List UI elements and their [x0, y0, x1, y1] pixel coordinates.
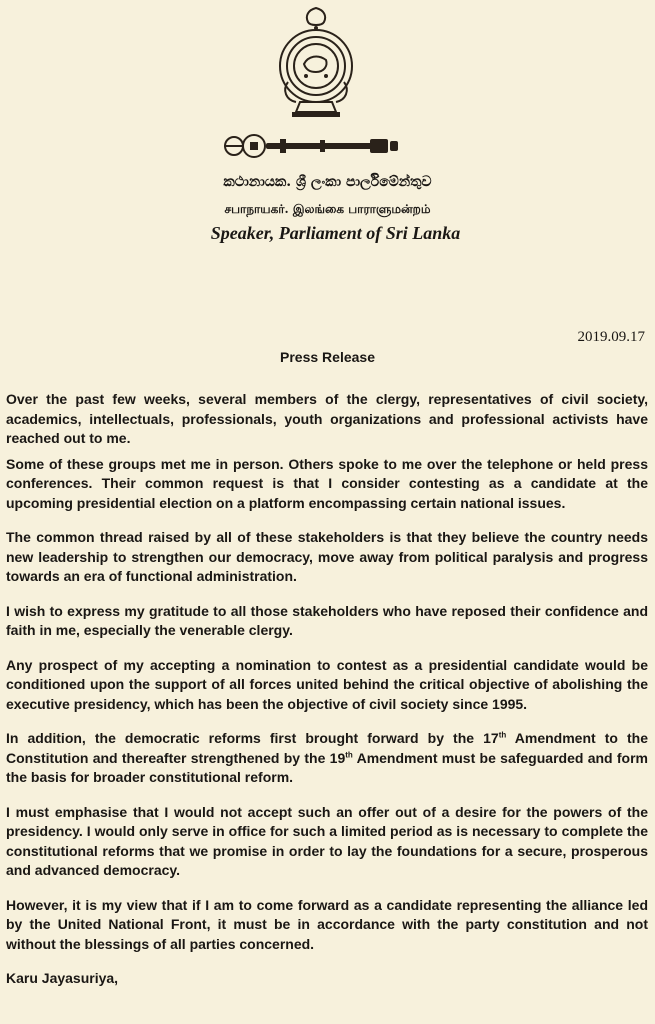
paragraph-4: I wish to express my gratitude to all those stakeholders who have reposed their confidence and faith in me, especially the venerable clergy.: [6, 602, 648, 638]
document-title: Press Release: [280, 349, 375, 365]
ordinal-suffix-19: th: [345, 749, 353, 759]
paragraph-7: I must emphasise that I would not accept such an offer out of a desire for the powers of the presidency. I would only serve in office for such a limited period as is necessary to complete the constitutional reforms that we promise in order to lay the foundations for a secure, prosperous and advanced democracy.: [6, 803, 648, 878]
release-date: 2019.09.17: [577, 329, 645, 345]
ordinal-suffix-17: th: [498, 730, 507, 740]
paragraph-1: Over the past few weeks, several members of the clergy, representatives of civil society, academics, intellectuals, professionals, youth organizations and professional activists have reached out to me.: [6, 391, 648, 446]
ceremonial-mace-icon: [220, 130, 402, 162]
paragraph-3: The common thread raised by all of these stakeholders is that they believe the country needs new leadership to strengthen our democracy, move away from political paralysis and progress towards an era of functional administration.: [6, 529, 648, 584]
paragraph-6-part-c: Amendment must be safeguarded and form the basis for broader constitutional reform.: [6, 749, 648, 785]
paragraph-5: Any prospect of my accepting a nomination to contest as a presidential candidate would be conditioned upon the support of all forces united behind the critical objective of abolishing the executive presidency, which has been the objective of civil society since 1995.: [6, 656, 648, 712]
paragraph-8: However, it is my view that if I am to come forward as a candidate representing the alliance led by the United National Front, it must be in accordance with the party constitution and not without the blessings of all parties concerned.: [6, 896, 648, 952]
header-english: Speaker, Parliament of Sri Lanka: [210, 223, 461, 243]
paragraph-6-part-b: Amendment to the Constitution and thereafter strengthened by the 19: [6, 730, 648, 766]
paragraph-2: Some of these groups met me in person. Others spoke to me over the telephone or held press conferences. Their common request is that I consider contesting as a candidate at the upcoming presidential election on a platform encompassing certain national issues.: [6, 455, 648, 511]
sri-lanka-emblem-icon: [270, 4, 362, 120]
paragraph-6-part-a: In addition, the democratic reforms first brought forward by the 17: [6, 730, 499, 746]
header-tamil: சபாநாயகர். இலங்கை பாராளுமன்றம்: [224, 202, 431, 216]
paragraph-6: [6, 729, 648, 788]
signature: Karu Jayasuriya,: [6, 970, 119, 986]
header-sinhala: කථානායක. ශ්‍රී ලංකා පාර්ලිමේන්තුව: [223, 174, 432, 190]
press-release-body: [6, 390, 648, 989]
